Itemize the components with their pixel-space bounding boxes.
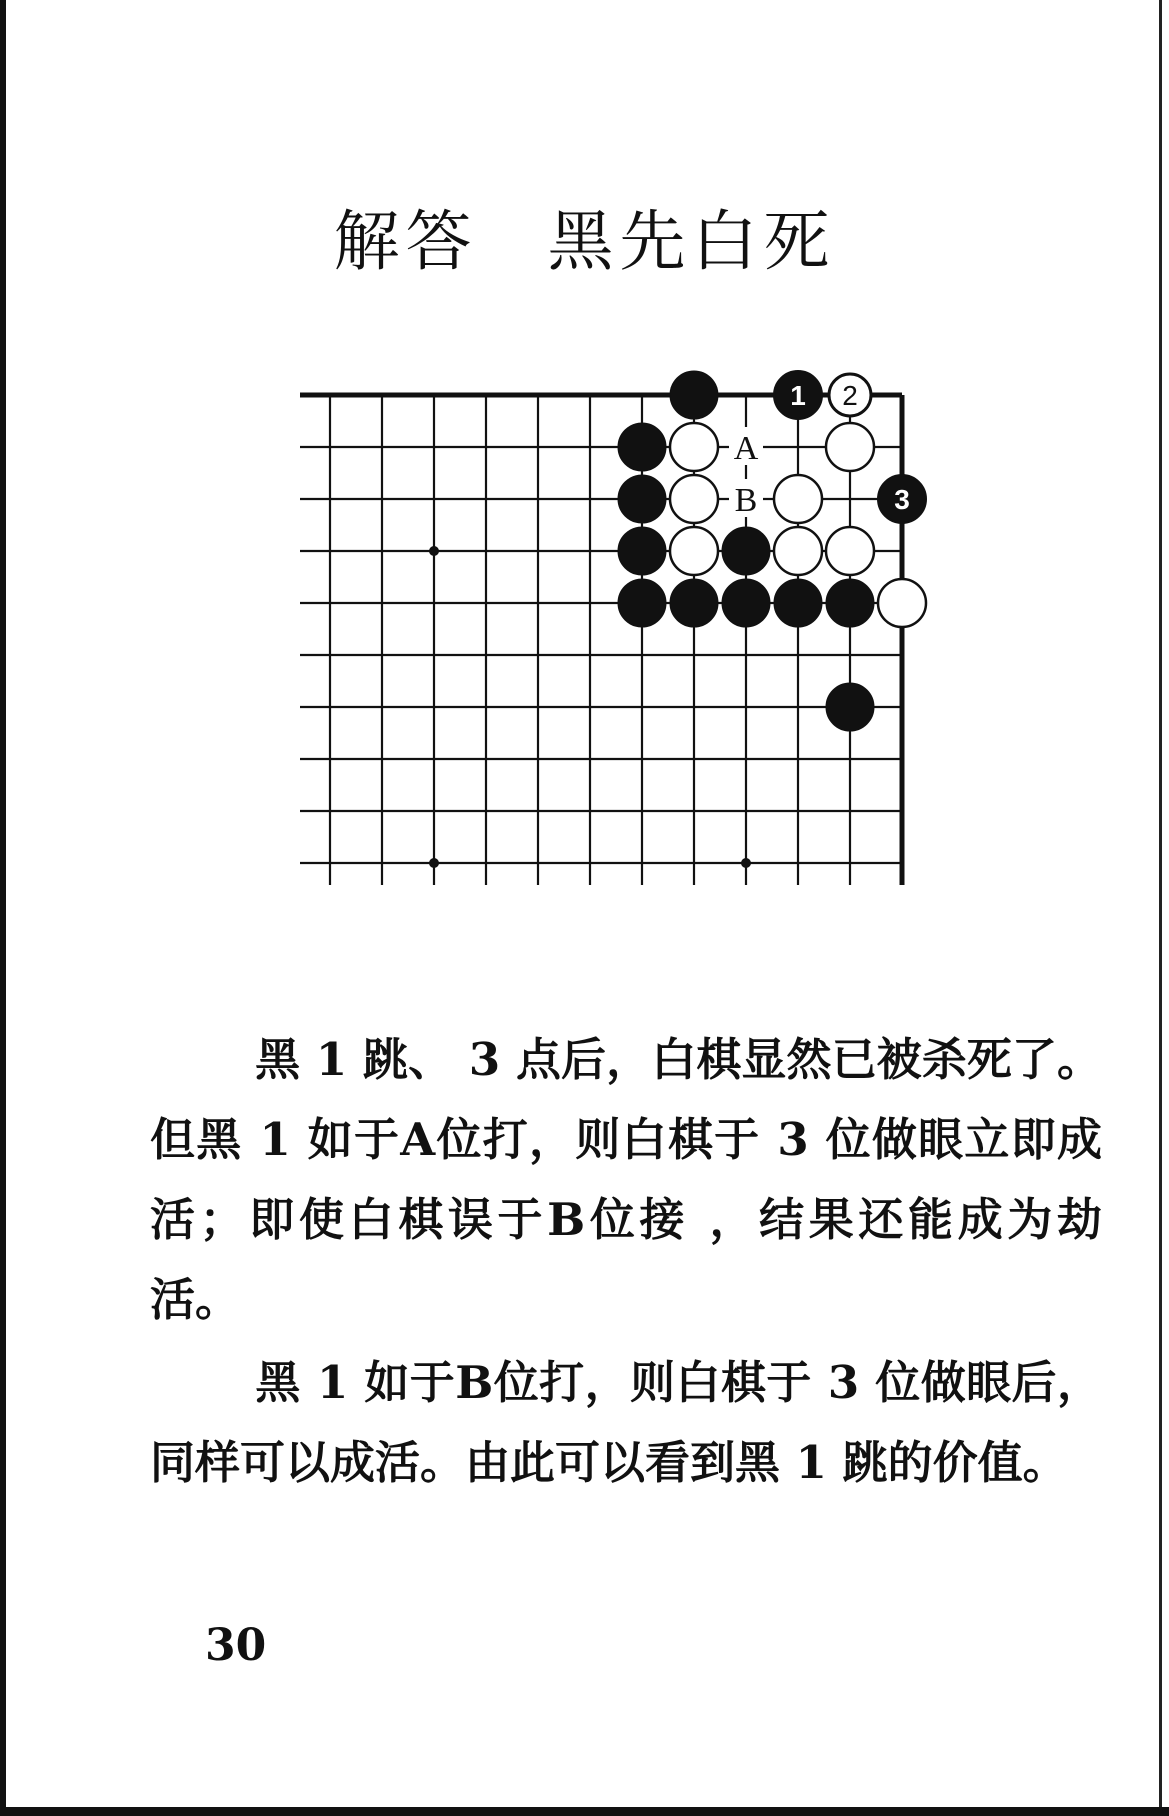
black-stone	[826, 683, 874, 731]
black-stone	[722, 527, 770, 575]
point-label-a	[729, 427, 763, 467]
paragraph-2	[150, 1343, 1102, 1503]
paragraph-2-text: 黑 1 如于B位打，则白棋于 3 位做眼后，同样可以成活。由此可以看到黑 1 跳的价值。	[150, 1356, 1102, 1489]
black-stone	[774, 579, 822, 627]
move-1-number: 1	[790, 380, 806, 411]
page-title	[0, 188, 1169, 283]
scan-border-bottom	[0, 1807, 1169, 1816]
white-stone	[774, 527, 822, 575]
title-part-2: 黑先白死	[547, 203, 836, 280]
white-stone	[774, 475, 822, 523]
go-board-diagram	[290, 370, 950, 930]
label-b-text: B	[734, 482, 758, 519]
white-stone	[670, 527, 718, 575]
white-stone	[670, 423, 718, 471]
black-stone	[826, 579, 874, 627]
move-3-number: 3	[894, 484, 910, 515]
paragraph-1	[150, 1020, 1102, 1340]
black-stone	[618, 475, 666, 523]
black-stone	[618, 527, 666, 575]
star-point	[429, 546, 439, 556]
white-stone	[878, 579, 926, 627]
point-label-b	[729, 479, 763, 519]
page-number: 30	[205, 1620, 267, 1671]
move-1-stone	[774, 371, 822, 419]
white-stone	[826, 527, 874, 575]
star-point	[741, 858, 751, 868]
paragraph-1-text: 黑 1 跳、 3 点后，白棋显然已被杀死了。但黑 1 如于A位打，则白棋于 3 位做眼立即成活；即使白棋误于B位接 ，结果还能成为劫活。	[150, 1033, 1102, 1326]
label-a-text: A	[733, 430, 759, 467]
black-stone	[670, 371, 718, 419]
white-stone	[670, 475, 718, 523]
black-stone	[670, 579, 718, 627]
board-grid	[300, 395, 902, 885]
move-2-number: 2	[842, 380, 858, 411]
black-stone	[722, 579, 770, 627]
move-2-stone	[829, 374, 871, 416]
white-stone	[826, 423, 874, 471]
move-3-stone	[878, 475, 926, 523]
black-stone	[618, 423, 666, 471]
star-point	[429, 858, 439, 868]
black-stone	[618, 579, 666, 627]
title-part-1: 解答	[333, 203, 478, 280]
